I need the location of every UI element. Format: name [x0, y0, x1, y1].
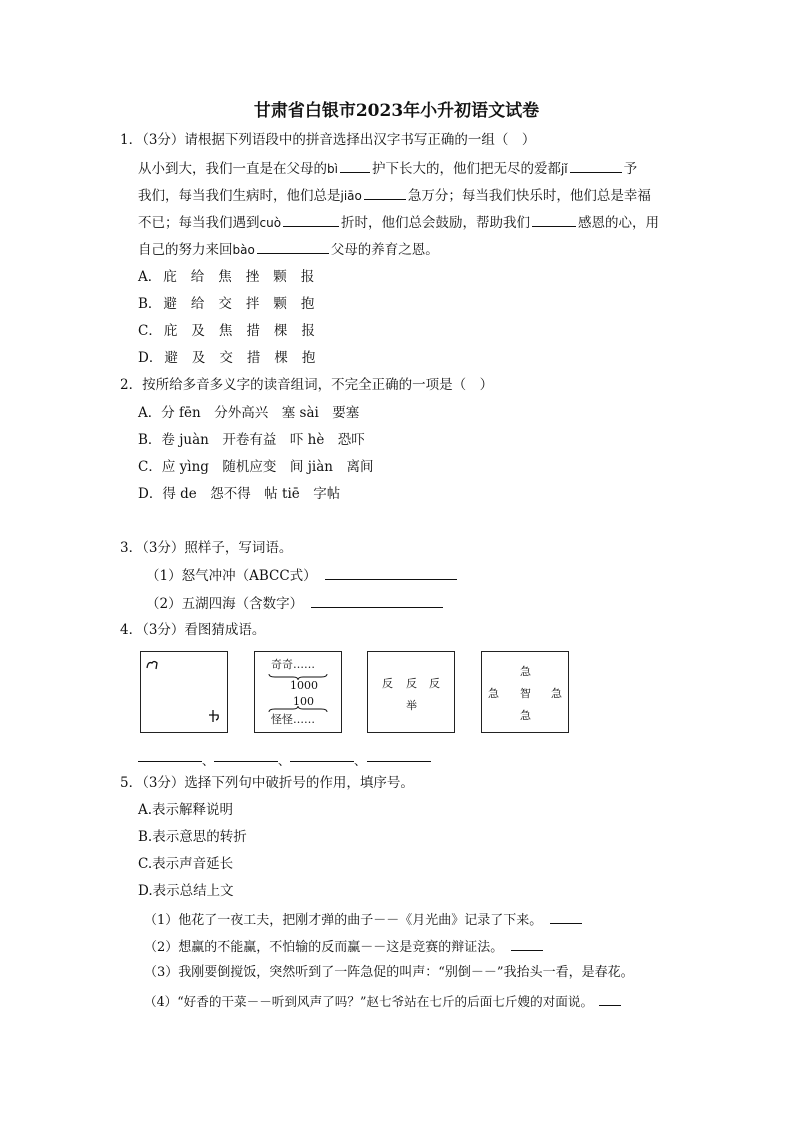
answer-blank[interactable]	[511, 937, 543, 951]
q5-choice-a: A.表示解释说明	[138, 802, 234, 818]
answer-blank[interactable]	[214, 761, 278, 762]
q5-choice-c: C.表示声音延长	[138, 856, 234, 872]
idiom-picture-1	[140, 651, 228, 733]
q1-option-b[interactable]: B． 避 给 交 拌 颗 抱	[138, 296, 315, 312]
question-number: 1．	[120, 132, 143, 148]
q1-option-a[interactable]: A． 庇 给 焦 挫 颗 报	[138, 269, 315, 285]
answer-blank[interactable]	[283, 213, 339, 227]
q2-option-d[interactable]: D．得 de 怨不得 帖 tiē 字帖	[138, 486, 341, 502]
answer-blank[interactable]	[340, 159, 370, 173]
q2-option-a[interactable]: A．分 fēn 分外高兴 塞 sài 要塞	[138, 405, 360, 421]
picture-glyphs	[141, 652, 227, 732]
question-5-stem: 5．（3分）选择下列句中破折号的作用，填序号。	[120, 775, 414, 791]
q1-option-d[interactable]: D． 避 及 交 措 棵 抱	[138, 350, 316, 366]
question-4-stem: 4．（3分）看图猜成语。	[120, 622, 266, 638]
answer-blank[interactable]	[532, 213, 576, 227]
q1-passage-line-2: 我们，每当我们生病时，他们总是jiāo 急万分；每当我们快乐时，他们总是幸福	[138, 188, 651, 204]
answer-blank[interactable]	[570, 159, 622, 173]
q5-sentence-3: （3）我刚要倒搅饭，突然听到了一阵急促的叫声：“别倒－－”我抬头一看，是春花。	[144, 965, 634, 980]
q5-choice-d: D.表示总结上文	[138, 883, 234, 899]
q3-item-1: （1）怒气冲冲（ABCC式）	[146, 566, 459, 585]
q5-sentence-2: （2）想赢的不能赢，不怕输的反而赢－－这是竞赛的辩证法。	[144, 937, 545, 957]
idiom-picture-4: 急 急 智 急 急	[481, 651, 569, 733]
question-1-stem	[120, 131, 535, 149]
answer-blank[interactable]	[325, 566, 457, 580]
answer-blank[interactable]	[367, 761, 431, 762]
question-2-stem: 2．按所给多音多义字的读音组词，不完全正确的一项是（ ）	[120, 377, 494, 393]
q2-option-b[interactable]: B．卷 juàn 开卷有益 吓 hè 恐吓	[138, 432, 365, 448]
answer-blank[interactable]	[290, 761, 354, 762]
answer-blank[interactable]	[311, 594, 443, 608]
q3-item-2: （2）五湖四海（含数字）	[146, 594, 445, 613]
q5-sentence-4: （4）“好香的干菜－－听到风声了吗？”赵七爷站在七斤的后面七斤嫂的对面说。	[144, 992, 623, 1011]
idiom-picture-3: 反 反 反 举	[367, 651, 455, 733]
answer-blank[interactable]	[550, 910, 582, 924]
q1-passage-line-1: 从小到大，我们一直是在父母的bì 护下长大的，他们把无尽的爱都jǐ 予	[138, 161, 638, 177]
answer-blank[interactable]	[257, 240, 329, 254]
q2-option-c[interactable]: C．应 yìng 随机应变 间 jiàn 离间	[138, 459, 374, 475]
answer-blank[interactable]	[138, 761, 202, 762]
q5-sentence-1: （1）他花了一夜工夫，把刚才弹的曲子－－《月光曲》记录了下来。	[144, 910, 584, 930]
question-stem: （3分）请根据下列语段中的拼音选择出汉字书写正确的一组（ ）	[142, 132, 536, 148]
page-title: 甘肃省白银市2023年小升初语文试卷	[253, 101, 540, 121]
idiom-picture-2: 奇奇…… 1000 100 怪怪……	[254, 651, 342, 733]
q1-passage-line-4: 自己的努力来回bào 父母的养育之恩。	[138, 242, 439, 258]
question-3-stem: 3．（3分）照样子，写词语。	[120, 540, 293, 556]
q1-passage-line-3: 不已；每当我们遇到cuò 折时，他们总会鼓励，帮助我们 感恩的心，用	[138, 215, 660, 231]
q1-option-c[interactable]: C． 庇 及 焦 措 棵 报	[138, 323, 315, 339]
answer-blank[interactable]	[599, 992, 621, 1006]
q5-choice-b: B.表示意思的转折	[138, 829, 247, 845]
answer-blank[interactable]	[364, 186, 406, 200]
